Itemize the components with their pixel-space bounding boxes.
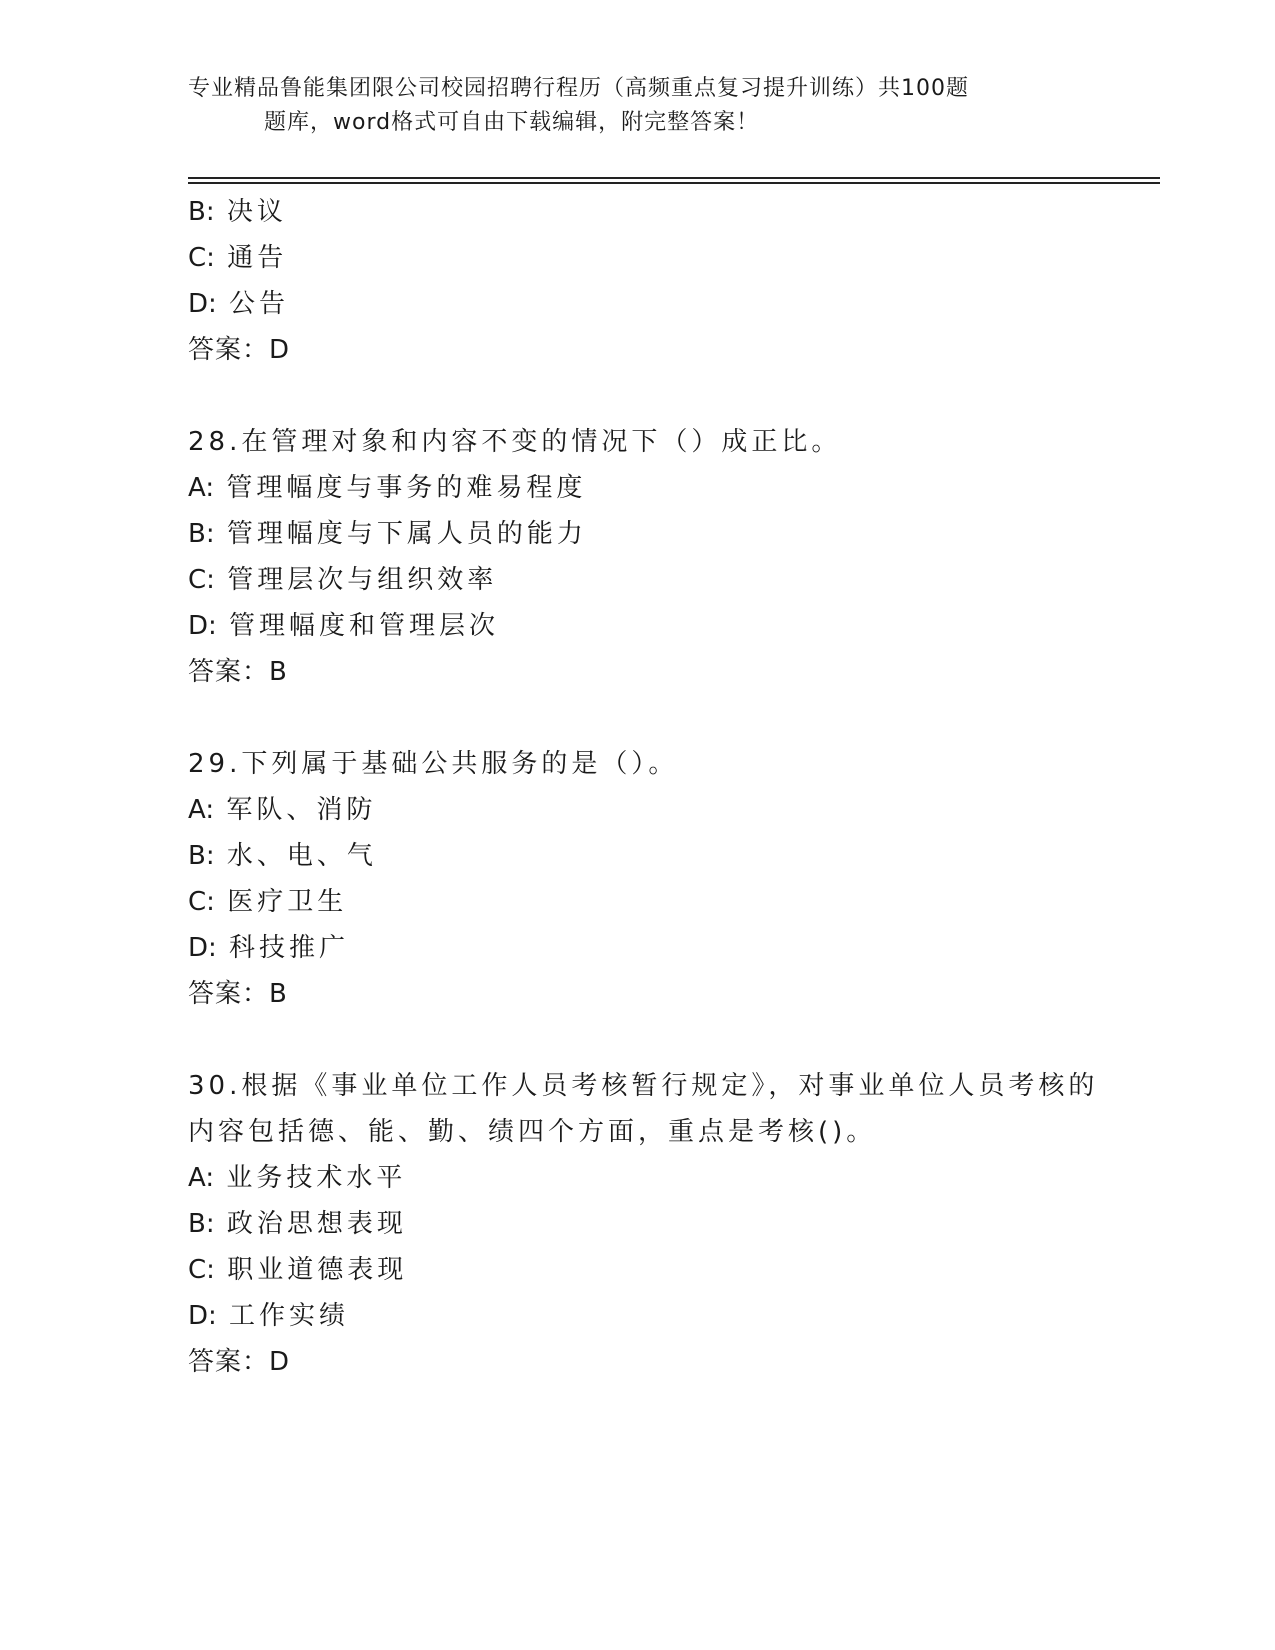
option-d	[188, 281, 1128, 327]
question-29	[188, 741, 1128, 1017]
option-letter: C:	[188, 243, 215, 273]
option-text: 业务技术水平	[226, 1163, 407, 1193]
option-letter: B:	[188, 1209, 215, 1239]
option-text: 管理幅度和管理层次	[229, 611, 500, 641]
question-stem-line1: 30.根据《事业单位工作人员考核暂行规定》，对事业单位人员考核的	[188, 1071, 1099, 1101]
option-letter: C:	[188, 1255, 215, 1285]
header-rule-top	[188, 177, 1160, 179]
option-text: 管理幅度与下属人员的能力	[226, 519, 587, 549]
option-d	[188, 603, 1128, 649]
partial-question	[188, 189, 1128, 373]
option-text: 医疗卫生	[227, 887, 348, 917]
option-b	[188, 833, 1128, 879]
option-text: 科技推广	[229, 933, 350, 963]
option-b	[188, 1201, 1128, 1247]
question-content	[188, 189, 1128, 1385]
answer-line: 答案：B	[188, 657, 288, 687]
option-text: 水、电、气	[226, 841, 377, 871]
option-b	[188, 189, 1128, 235]
option-text: 管理幅度与事务的难易程度	[226, 473, 587, 503]
option-text: 工作实绩	[229, 1301, 350, 1331]
option-c	[188, 1247, 1128, 1293]
option-letter: D:	[188, 289, 217, 319]
option-letter: A:	[188, 795, 215, 825]
option-letter: A:	[188, 1163, 215, 1193]
header-title-line2: 题库，word格式可自由下载编辑，附完整答案！	[264, 110, 760, 135]
option-letter: A:	[188, 473, 215, 503]
header-rule-bottom	[188, 182, 1160, 184]
option-text: 决议	[226, 197, 287, 227]
question-30	[188, 1063, 1128, 1385]
option-c	[188, 557, 1128, 603]
question-stem: 29.下列属于基础公共服务的是（）。	[188, 749, 679, 779]
option-b	[188, 511, 1128, 557]
question-stem: 28.在管理对象和内容不变的情况下（）成正比。	[188, 427, 842, 457]
option-c	[188, 235, 1128, 281]
spacer	[188, 1017, 1128, 1063]
option-d	[188, 925, 1128, 971]
option-text: 职业道德表现	[227, 1255, 408, 1285]
question-stem-line2: 内容包括德、能、勤、绩四个方面，重点是考核()。	[188, 1117, 877, 1147]
option-a	[188, 465, 1128, 511]
option-letter: D:	[188, 933, 217, 963]
option-letter: D:	[188, 1301, 217, 1331]
option-a	[188, 787, 1128, 833]
option-letter: C:	[188, 887, 215, 917]
option-c	[188, 879, 1128, 925]
spacer	[188, 695, 1128, 741]
option-text: 通告	[227, 243, 288, 273]
option-text: 公告	[229, 289, 290, 319]
option-d	[188, 1293, 1128, 1339]
option-letter: C:	[188, 565, 215, 595]
option-text: 政治思想表现	[226, 1209, 407, 1239]
option-letter: B:	[188, 841, 215, 871]
option-letter: B:	[188, 519, 215, 549]
option-letter: D:	[188, 611, 217, 641]
question-28	[188, 419, 1128, 695]
header-title-line1: 专业精品鲁能集团限公司校园招聘行程历（高频重点复习提升训练）共100题	[188, 76, 969, 101]
answer-line: 答案：D	[188, 335, 291, 365]
page-header	[188, 72, 1068, 140]
answer-line: 答案：D	[188, 1347, 291, 1377]
answer-line: 答案：B	[188, 979, 288, 1009]
option-text: 军队、消防	[226, 795, 377, 825]
option-letter: B:	[188, 197, 215, 227]
option-text: 管理层次与组织效率	[227, 565, 498, 595]
spacer	[188, 373, 1128, 419]
option-a	[188, 1155, 1128, 1201]
